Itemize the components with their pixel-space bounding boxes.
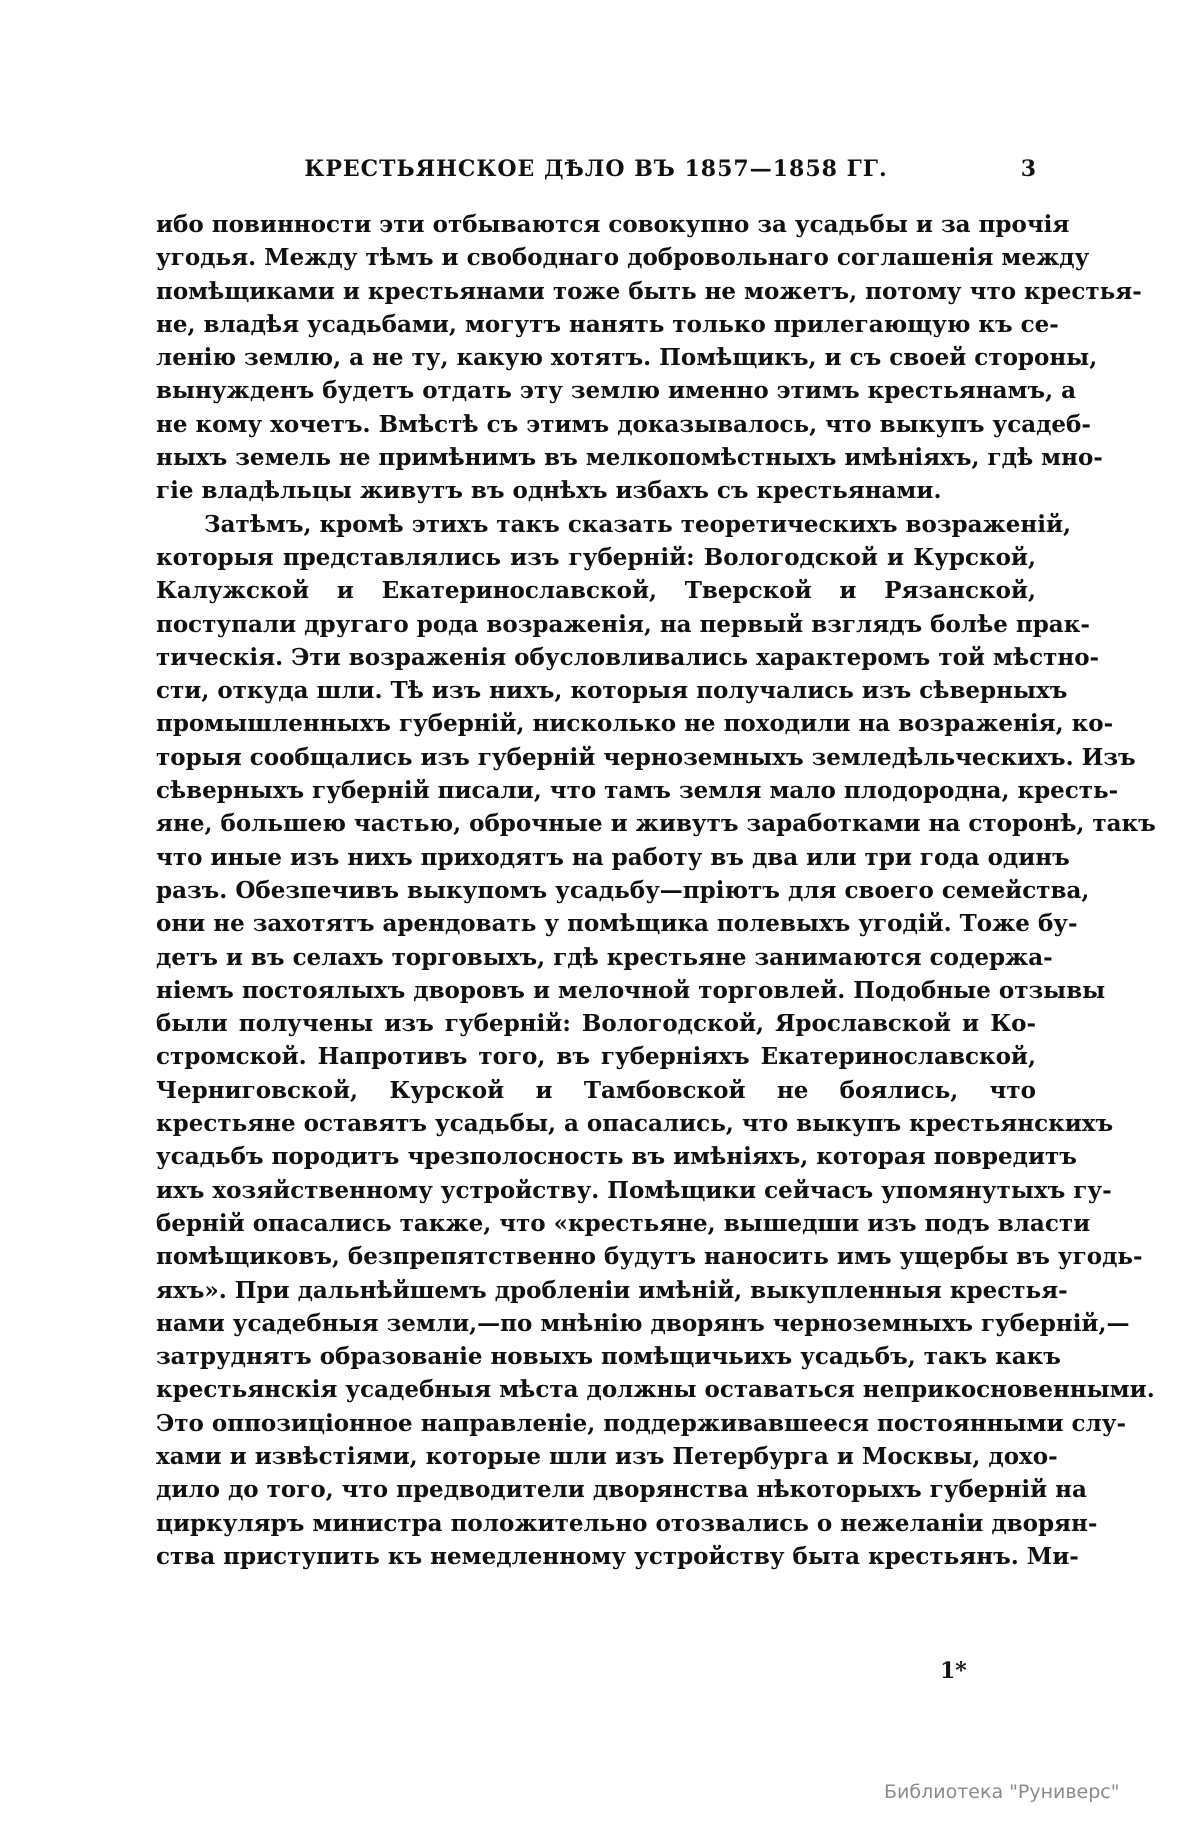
text-line: затруднятъ образованіе новыхъ помѣщичьихъ усадьбъ, такъ какъ xyxy=(156,1343,1061,1371)
text-line: не, владѣя усадьбами, могутъ нанять только прилегающую къ се- xyxy=(156,310,1059,338)
text-line: торыя сообщались изъ губерній черноземныхъ земледѣльческихъ. Изъ xyxy=(156,743,1136,771)
text-line: Это оппозиціонное направленіе, поддерживавшееся постоянными слу- xyxy=(156,1409,1127,1437)
text-line: промышленныхъ губерній, нисколько не походили на возраженія, ко- xyxy=(156,710,1114,738)
text-line: гіе владѣльцы живутъ въ однѣхъ избахъ съ крестьянами. xyxy=(156,477,942,505)
text-line: стромской. Напротивъ того, въ губерніяхъ Екатеринославской, xyxy=(156,1043,1036,1071)
text-line: яне, большею частью, оброчные и живутъ заработками на сторонѣ, такъ xyxy=(156,810,1156,838)
text-line: ленію землю, а не ту, какую хотятъ. Помѣщикъ, и съ своей стороны, xyxy=(156,344,1098,372)
text-line: крестьянскія усадебныя мѣста должны оставаться неприкосновенными. xyxy=(156,1376,1155,1404)
text-line: усадьбъ породитъ чрезполосность въ имѣніяхъ, которая повредитъ xyxy=(156,1143,1077,1171)
text-line: тическія. Эти возраженія обусловливались характеромъ той мѣстно- xyxy=(156,643,1100,671)
text-line: хами и извѣстіями, которые шли изъ Петербурга и Москвы, дохо- xyxy=(156,1442,1058,1470)
paragraph-first-line: Затѣмъ, кромѣ этихъ такъ сказать теоретическихъ возраженій, xyxy=(204,510,1072,538)
signature-mark: 1* xyxy=(940,1658,967,1684)
text-line: берній опасались также, что «крестьяне, вышедши изъ подъ власти xyxy=(156,1209,1091,1237)
text-line: дило до того, что предводители дворянства нѣкоторыхъ губерній на xyxy=(156,1476,1087,1504)
text-line: которыя представлялись изъ губерній: Вологодской и Курской, xyxy=(156,543,1036,571)
text-line: не кому хочетъ. Вмѣстѣ съ этимъ доказывалось, что выкупъ усадеб- xyxy=(156,410,1091,438)
text-line: ихъ хозяйственному устройству. Помѣщики сейчасъ упомянутыхъ гу- xyxy=(156,1176,1112,1204)
text-line: яхъ». При дальнѣйшемъ дробленіи имѣній, выкупленныя крестья- xyxy=(156,1276,1068,1304)
text-line: поступали другаго рода возраженія, на первый взглядъ болѣе прак- xyxy=(156,610,1090,638)
text-line: сти, откуда шли. Тѣ изъ нихъ, которыя получались изъ сѣверныхъ xyxy=(156,677,1068,705)
text-line: Калужской и Екатеринославской, Тверской и Рязанской, xyxy=(156,577,1036,605)
text-line: ства приступить къ немедленному устройству быта крестьянъ. Ми- xyxy=(156,1542,1079,1570)
text-line: помѣщиковъ, безпрепятственно будутъ наносить имъ ущербы въ угодь- xyxy=(156,1243,1143,1271)
text-line: Черниговской, Курской и Тамбовской не боялись, что xyxy=(156,1076,1036,1104)
running-head xyxy=(156,156,1036,190)
text-line: ибо повинности эти отбываются совокупно за усадьбы и за прочія xyxy=(156,211,1070,238)
text-line: что иные изъ нихъ приходятъ на работу въ два или три года одинъ xyxy=(156,843,1070,871)
text-line: сѣверныхъ губерній писали, что тамъ земля мало плодородна, кресть- xyxy=(156,777,1119,805)
text-line: разъ. Обезпечивъ выкупомъ усадьбу—пріютъ для своего семейства, xyxy=(156,876,1090,904)
page-number: 3 xyxy=(1020,156,1036,182)
text-line: угодья. Между тѣмъ и свободнаго добровольнаго соглашенія между xyxy=(156,244,1090,272)
library-watermark: Библиотека "Руниверс" xyxy=(884,1781,1120,1803)
text-line: крестьяне оставятъ усадьбы, а опасались, что выкупъ крестьянскихъ xyxy=(156,1110,1114,1138)
running-title: КРЕСТЬЯНСКОЕ ДѢЛО ВЪ 1857—1858 ГГ. xyxy=(304,156,888,182)
text-line: ніемъ постоялыхъ дворовъ и мелочной торговлей. Подобные отзывы xyxy=(156,976,1106,1004)
text-line: помѣщиками и крестьянами тоже быть не можетъ, потому что крестья- xyxy=(156,277,1142,305)
text-line: нами усадебныя земли,—по мнѣнію дворянъ черноземныхъ губерній,— xyxy=(156,1309,1130,1337)
text-line: были получены изъ губерній: Вологодской, Ярославской и Ко- xyxy=(156,1010,1036,1038)
text-line: детъ и въ селахъ торговыхъ, гдѣ крестьяне занимаются содержа- xyxy=(156,943,1053,971)
text-line: они не захотятъ арендовать у помѣщика полевыхъ угодій. Тоже бу- xyxy=(156,910,1078,938)
body-text xyxy=(156,208,1156,1573)
text-line: вынужденъ будетъ отдать эту землю именно этимъ крестьянамъ, а xyxy=(156,377,1077,405)
text-line: ныхъ земель не примѣнимъ въ мелкопомѣстныхъ имѣніяхъ, гдѣ мно- xyxy=(156,444,1103,472)
text-line: циркуляръ министра положительно отозвались о нежеланіи дворян- xyxy=(156,1509,1098,1537)
